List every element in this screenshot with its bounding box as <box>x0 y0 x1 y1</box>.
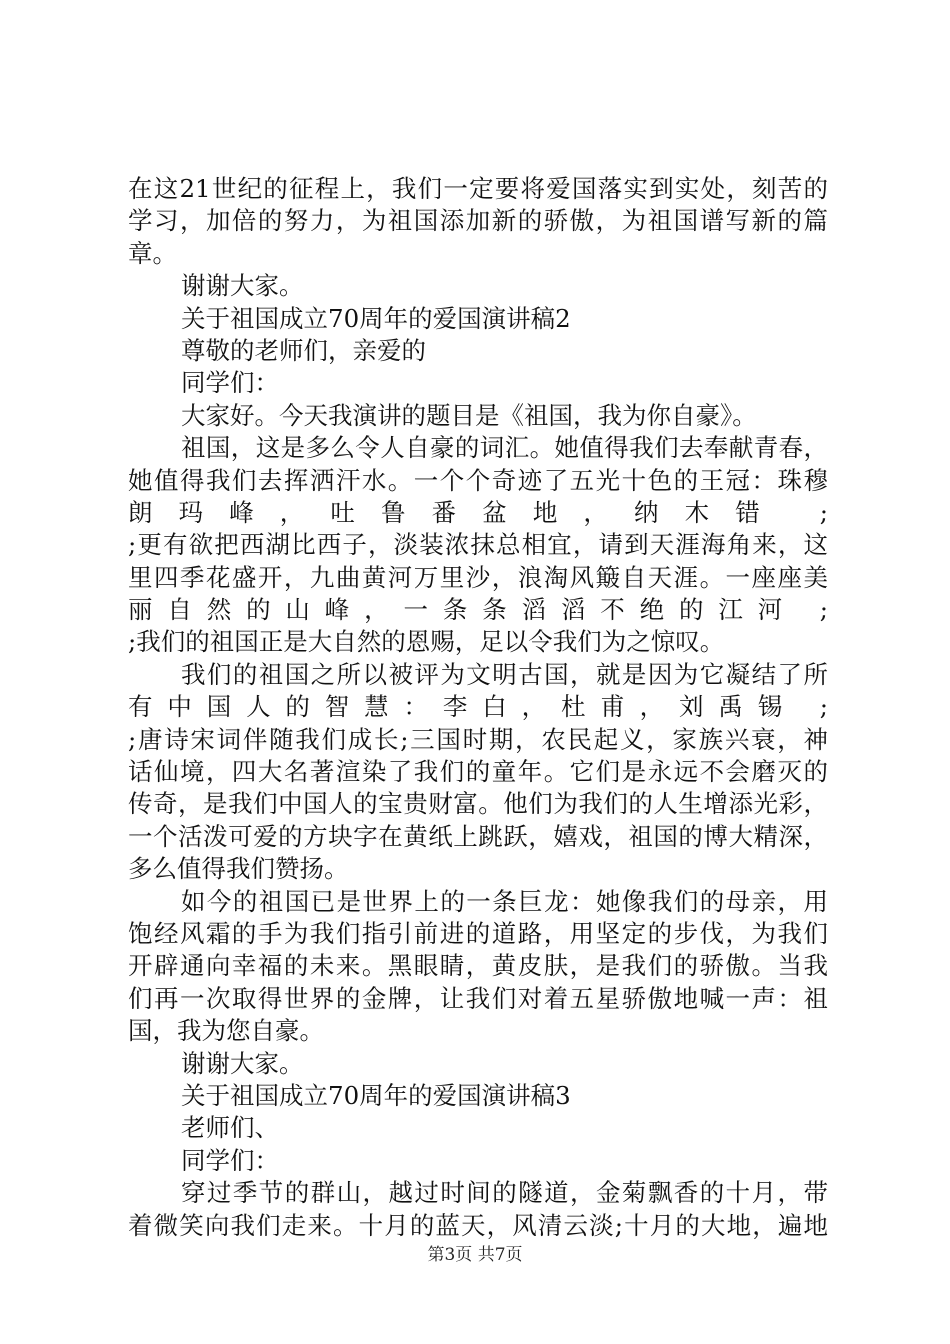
text-line: 着微笑向我们走来。十月的蓝天，风清云淡;十月的大地，遍地 <box>128 1210 828 1240</box>
text-line: 多么值得我们赞扬。 <box>128 854 349 884</box>
text-line: 穿过季节的群山，越过时间的隧道，金菊飘香的十月，带 <box>181 1178 828 1208</box>
text-line: ;唐诗宋词伴随我们成长;三国时期，农民起义，家族兴衰，神 <box>128 724 828 754</box>
text-line: 在这21世纪的征程上，我们一定要将爱国落实到实处，刻苦的 <box>128 174 828 203</box>
text-line: 同学们： <box>181 368 279 398</box>
text-line: 如今的祖国已是世界上的一条巨龙：她像我们的母亲，用 <box>181 886 828 916</box>
text-line: 饱经风霜的手为我们指引前进的道路，用坚定的步伐，为我们 <box>128 918 828 948</box>
text-line: 同学们： <box>181 1145 279 1175</box>
text-line: 谢谢大家。 <box>181 1048 304 1078</box>
text-line: ;我们的祖国正是大自然的恩赐，足以令我们为之惊叹。 <box>128 627 725 657</box>
text-line: 她值得我们去挥洒汗水。一个个奇迹了五光十色的王冠：珠穆 <box>128 465 828 495</box>
text-line: 谢谢大家。 <box>181 271 304 301</box>
text-line: 朗玛峰，吐鲁番盆地，纳木错 ; <box>128 497 828 527</box>
text-line: 大家好。今天我演讲的题目是《祖国，我为你自豪》。 <box>181 400 757 430</box>
text-line: 话仙境，四大名著渲染了我们的童年。它们是永远不会磨灭的 <box>128 757 828 787</box>
text-line: ;更有欲把西湖比西子，淡装浓抹总相宜，请到天涯海角来，这 <box>128 530 828 560</box>
text-line: 章。 <box>128 238 177 268</box>
text-line: 一个活泼可爱的方块字在黄纸上跳跃，嬉戏，祖国的博大精深， <box>128 821 828 851</box>
text-line: 学习，加倍的努力，为祖国添加新的骄傲，为祖国谱写新的篇 <box>128 206 828 236</box>
text-line: 丽自然的山峰，一条条滔滔不绝的江河 ; <box>128 595 828 625</box>
text-line: 关于祖国成立70周年的爱国演讲稿2 <box>181 303 571 333</box>
text-line: 开辟通向幸福的未来。黑眼睛，黄皮肤，是我们的骄傲。当我 <box>128 951 828 981</box>
document-body <box>128 173 828 1242</box>
text-line: 尊敬的老师们，亲爱的 <box>181 335 426 365</box>
text-line: 传奇，是我们中国人的宝贵财富。他们为我们的人生增添光彩， <box>128 789 828 819</box>
text-line: 有中国人的智慧：李白，杜甫，刘禹锡 ; <box>128 692 828 722</box>
text-line: 国，我为您自豪。 <box>128 1016 324 1046</box>
text-line: 老师们、 <box>181 1113 279 1143</box>
text-line: 祖国，这是多么令人自豪的词汇。她值得我们去奉献青春， <box>181 433 828 463</box>
text-line: 们再一次取得世界的金牌，让我们对着五星骄傲地喊一声：祖 <box>128 983 828 1013</box>
page-footer: 第3页 共7页 <box>427 1245 523 1265</box>
text-line: 我们的祖国之所以被评为文明古国，就是因为它凝结了所 <box>181 659 828 689</box>
text-line: 关于祖国成立70周年的爱国演讲稿3 <box>181 1080 571 1110</box>
text-line: 里四季花盛开，九曲黄河万里沙，浪淘风簸自天涯。一座座美 <box>128 562 828 592</box>
